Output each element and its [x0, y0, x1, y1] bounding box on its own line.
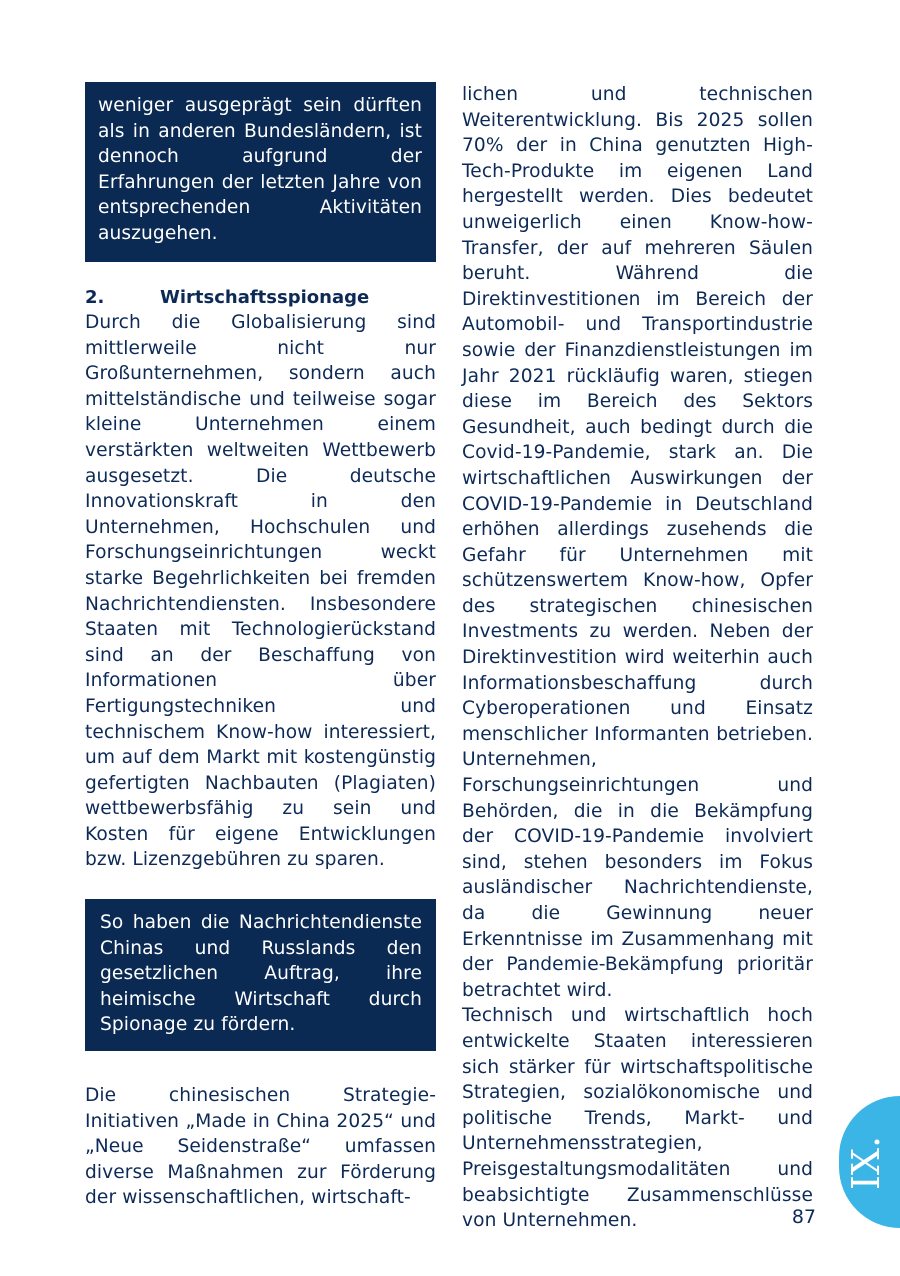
section-heading [85, 285, 436, 310]
section-number: 2. [85, 287, 105, 308]
left-column [85, 82, 436, 1211]
chapter-tab-label: IX. [844, 1135, 888, 1191]
quote-highlight-text: So haben die Nachrichtendienste Chinas und Russlands den gesetzlichen Auftrag, ihre heimische Wirtschaft durch Spionage zu fördern. [100, 912, 422, 1036]
body-paragraph: Durch die Globalisierung sind mittlerweile nicht nur Großunternehmen, sondern auch mittelständische und teilweise sogar kleine Unternehmen einem verstärkten weltweiten Wettbewerb ausgesetzt. Die deutsche Innovationskraft in den Unternehmen, Hochschulen und Forschungseinrichtungen weckt starke Begehrlichkeiten bei fremden Nachrichtendiensten. Insbesondere Staaten mit Technologierückstand sind an der Beschaffung von Informationen über Fertigungstechniken und technischem Know-how interessiert, um auf dem Markt mit kostengünstig gefertigten Nachbauten (Plagiaten) wettbewerbsfähig zu sein und Kosten für eigene Entwicklungen bzw. Lizenzgebühren zu sparen. [85, 312, 436, 871]
quote-highlight-box [85, 899, 436, 1051]
body-paragraph: Die chinesischen Strategie-Initiativen „Made in China 2025“ und „Neue Seidenstraße“ umfassen diverse Maßnahmen zur Förderung der wissenschaftlichen, wirtschaft- [85, 1085, 436, 1209]
continued-highlight-text: weniger ausgeprägt sein dürften als in anderen Bundesländern, ist dennoch aufgrund der Erfahrungen der letzten Jahre von entsprechenden Aktivitäten auszugehen. [98, 95, 422, 244]
body-paragraph: Technisch und wirtschaftlich hoch entwickelte Staaten interessieren sich stärker für wirtschaftspolitische Strategien, sozialökonomische und politische Trends, Markt- und Unternehmensstrategien, Preisgestaltungsmodalitäten und beabsichtigte Zusammenschlüsse von Unternehmen. [462, 1005, 813, 1232]
section-title: Wirtschaftsspionage [160, 287, 370, 308]
continued-highlight-box [85, 82, 436, 262]
right-column [462, 82, 813, 1234]
page-number: 87 [791, 1206, 816, 1228]
body-paragraph: lichen und technischen Weiterentwicklung. Bis 2025 sollen 70% der in China genutzten High-Tech-Produkte im eigenen Land hergestellt werden. Dies bedeutet unweigerlich einen Know-how-Transfer, der auf mehreren Säulen beruht. Während die Direktinvestitionen im Bereich der Automobil- und Transportindustrie sowie der Finanzdienstleistungen im Jahr 2021 rückläufig waren, stiegen diese im Bereich des Sektors Gesundheit, auch bedingt durch die Covid-19-Pandemie, stark an. Die wirtschaftlichen Auswirkungen der COVID-19-Pandemie in Deutschland erhöhen allerdings zusehends die Gefahr für Unternehmen mit schützenswertem Know-how, Opfer des strategischen chinesischen Investments zu werden. Neben der Direktinvestition wird weiterhin auch Informationsbeschaffung durch Cyberoperationen und Einsatz menschlicher Informanten betrieben. Unternehmen, Forschungseinrichtungen und Behörden, die in die Bekämpfung der COVID-19-Pandemie involviert sind, stehen besonders im Fokus ausländischer Nachrichtendienste, da die Gewinnung neuer Erkenntnisse im Zusammenhang mit der Pandemie-Bekämpfung prioritär betrachtet wird. [462, 84, 813, 1001]
